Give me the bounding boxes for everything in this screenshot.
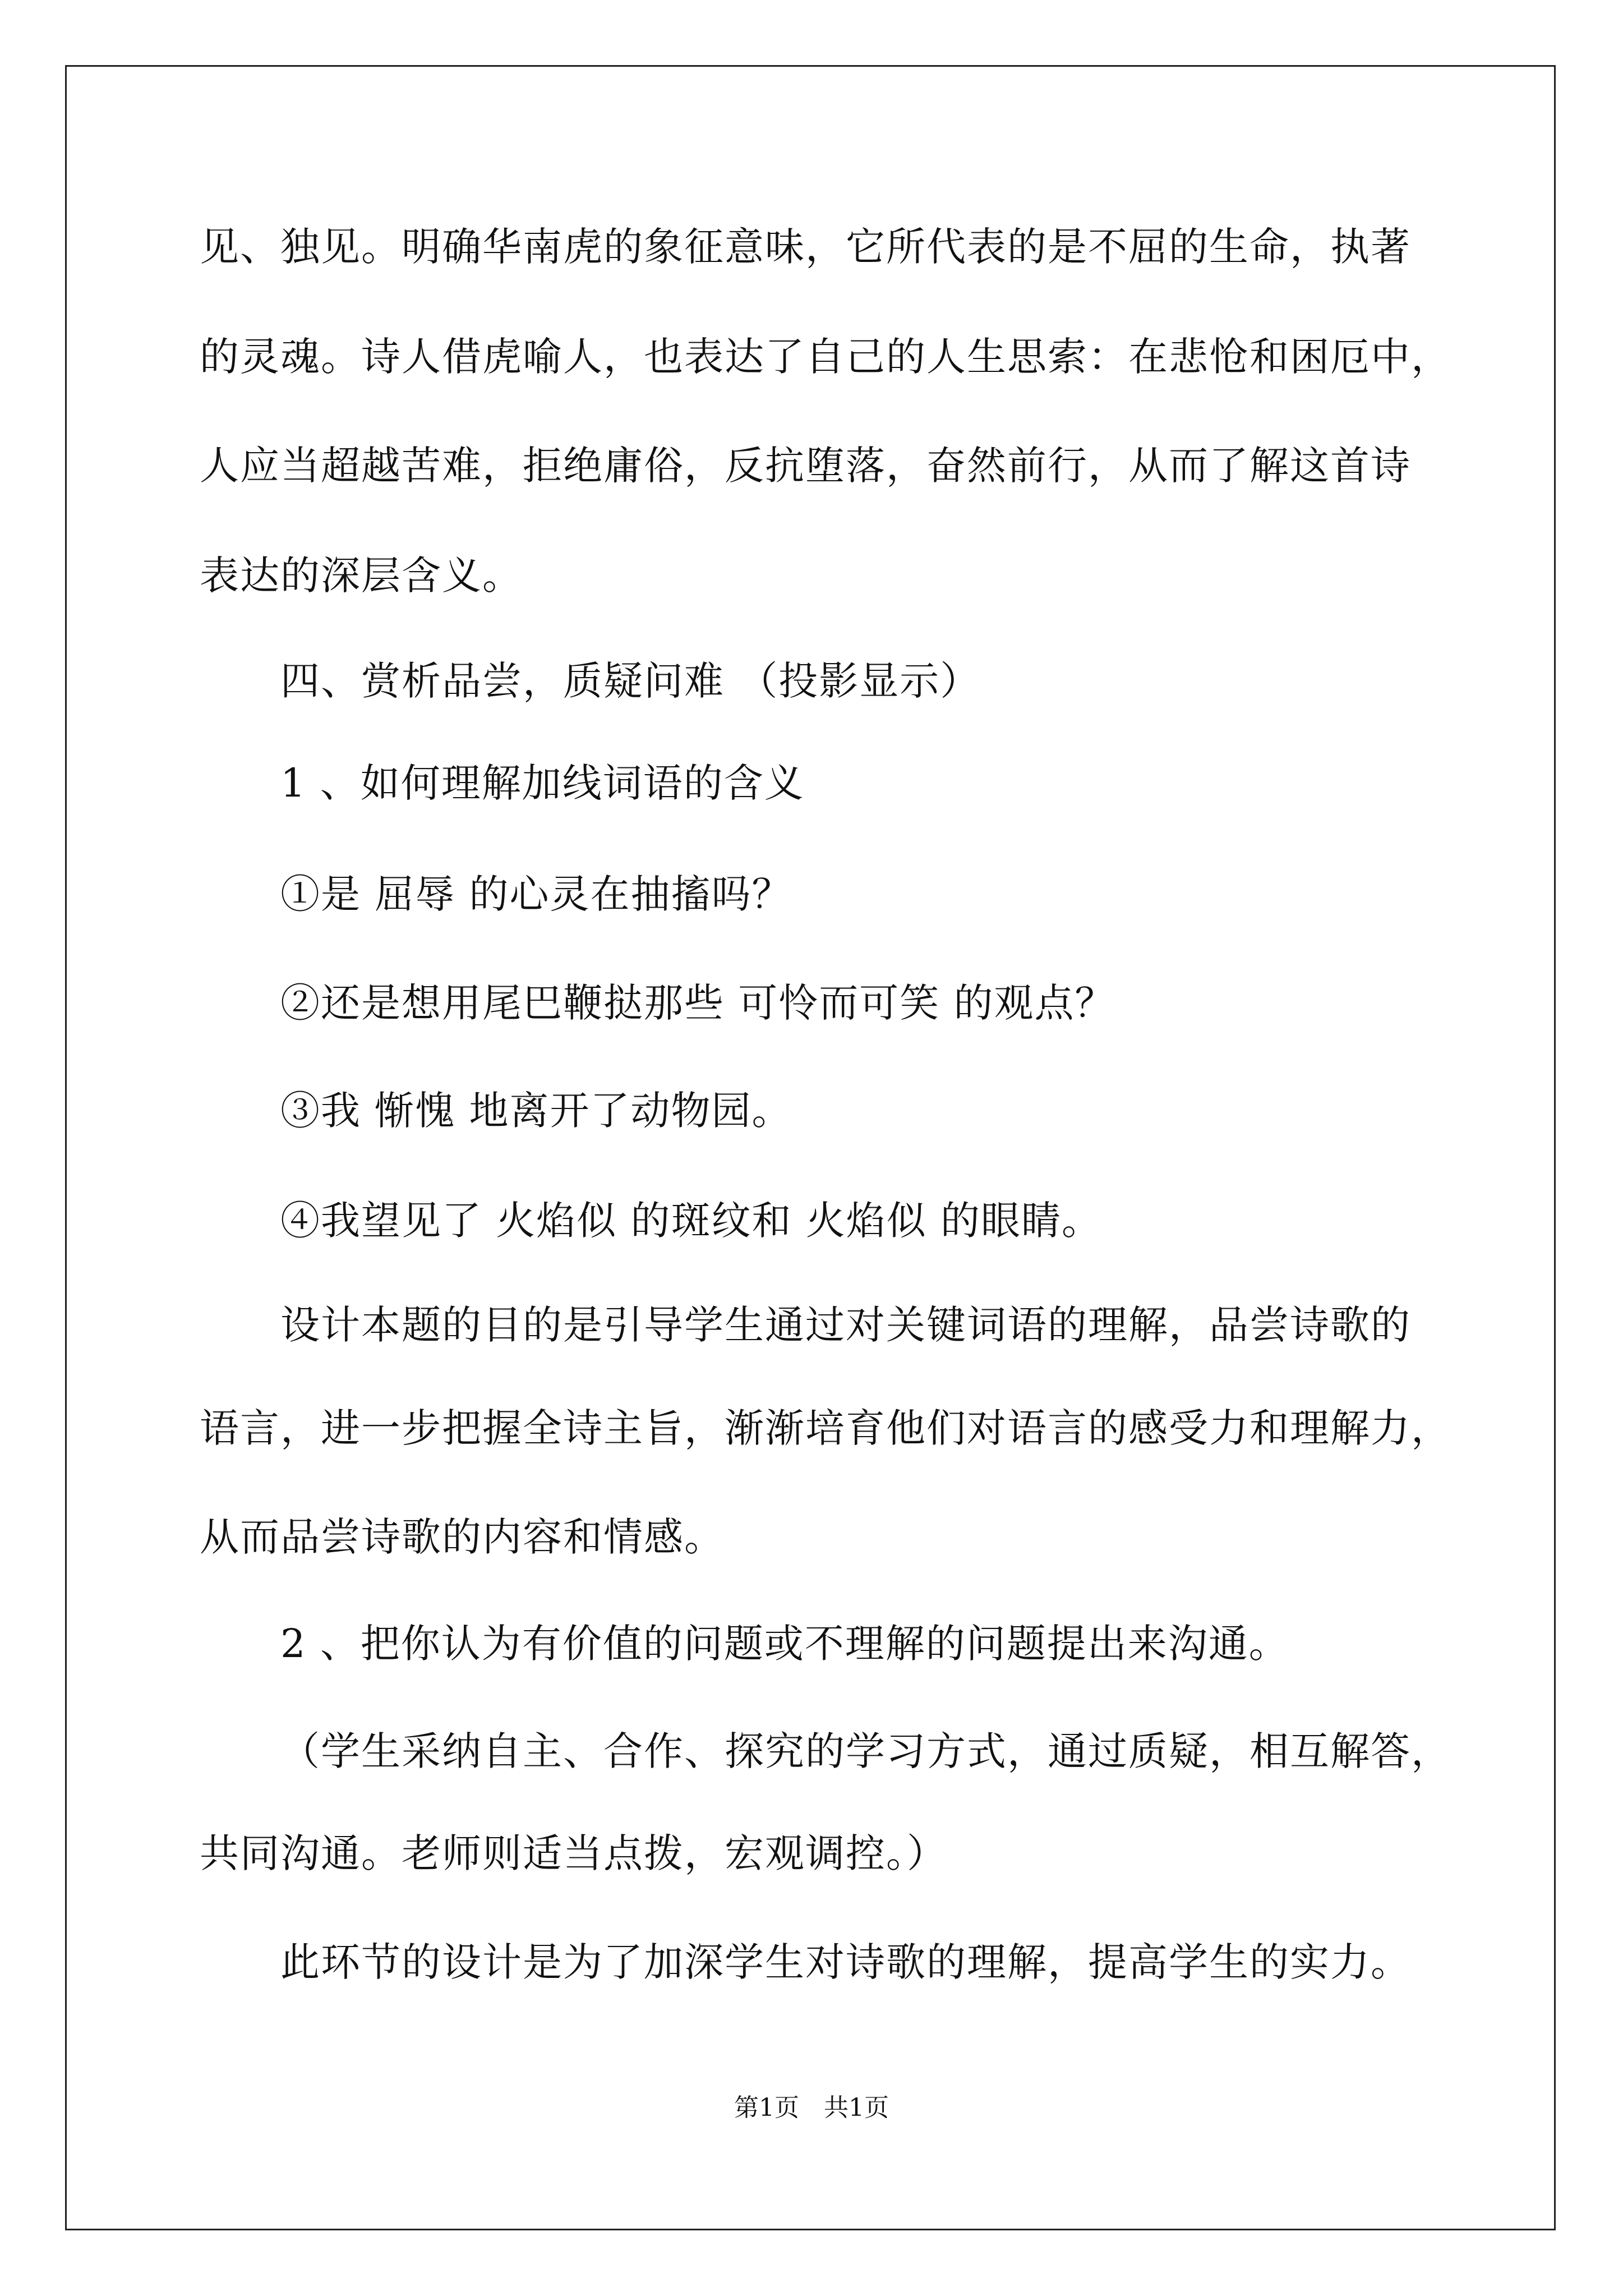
paragraph-line-10: 此环节的设计是为了加深学生对诗歌的理解，提高学生的实力。 xyxy=(280,1939,1411,1985)
paragraph-line-4: 表达的深层含义。 xyxy=(200,553,523,599)
paragraph-line-9: 共同沟通。老师则适当点拨，宏观调控。） xyxy=(200,1830,947,1876)
question-item-2: ②还是想用尾巴鞭挞那些 可怜而可笑 的观点？ xyxy=(280,980,1115,1026)
paragraph-line-8: （学生采纳自主、合作、探究的学习方式，通过质疑，相互解答， xyxy=(280,1728,1451,1774)
question-1-heading: 1 、如何理解加线词语的含义 xyxy=(280,760,805,806)
paragraph-line-3: 人应当超越苦难，拒绝庸俗，反抗堕落，奋然前行，从而了解这首诗 xyxy=(200,443,1411,489)
page-border xyxy=(65,65,1556,2230)
paragraph-line-1: 见、独见。明确华南虎的象征意味，它所代表的是不屈的生命，执著 xyxy=(200,224,1411,270)
question-item-1: ①是 屈辱 的心灵在抽搐吗？ xyxy=(280,871,792,917)
question-2-heading: 2 、把你认为有价值的问题或不理解的问题提出来沟通。 xyxy=(280,1621,1289,1667)
section-heading: 四、赏析品尝，质疑问难 （投影显示） xyxy=(280,658,981,704)
paragraph-line-7: 从而品尝诗歌的内容和情感。 xyxy=(200,1514,725,1560)
paragraph-line-2: 的灵魂。诗人借虎喻人，也表达了自己的人生思索：在悲怆和困厄中， xyxy=(200,334,1451,380)
paragraph-line-5: 设计本题的目的是引导学生通过对关键词语的理解，品尝诗歌的 xyxy=(280,1302,1411,1348)
page-footer: 第1页 共1页 xyxy=(734,2093,889,2122)
question-item-3: ③我 惭愧 地离开了动物园。 xyxy=(280,1088,792,1134)
question-item-4: ④我望见了 火焰似 的斑纹和 火焰似 的眼睛。 xyxy=(280,1198,1103,1244)
paragraph-line-6: 语言，进一步把握全诗主旨，渐渐培育他们对语言的感受力和理解力， xyxy=(200,1405,1451,1451)
